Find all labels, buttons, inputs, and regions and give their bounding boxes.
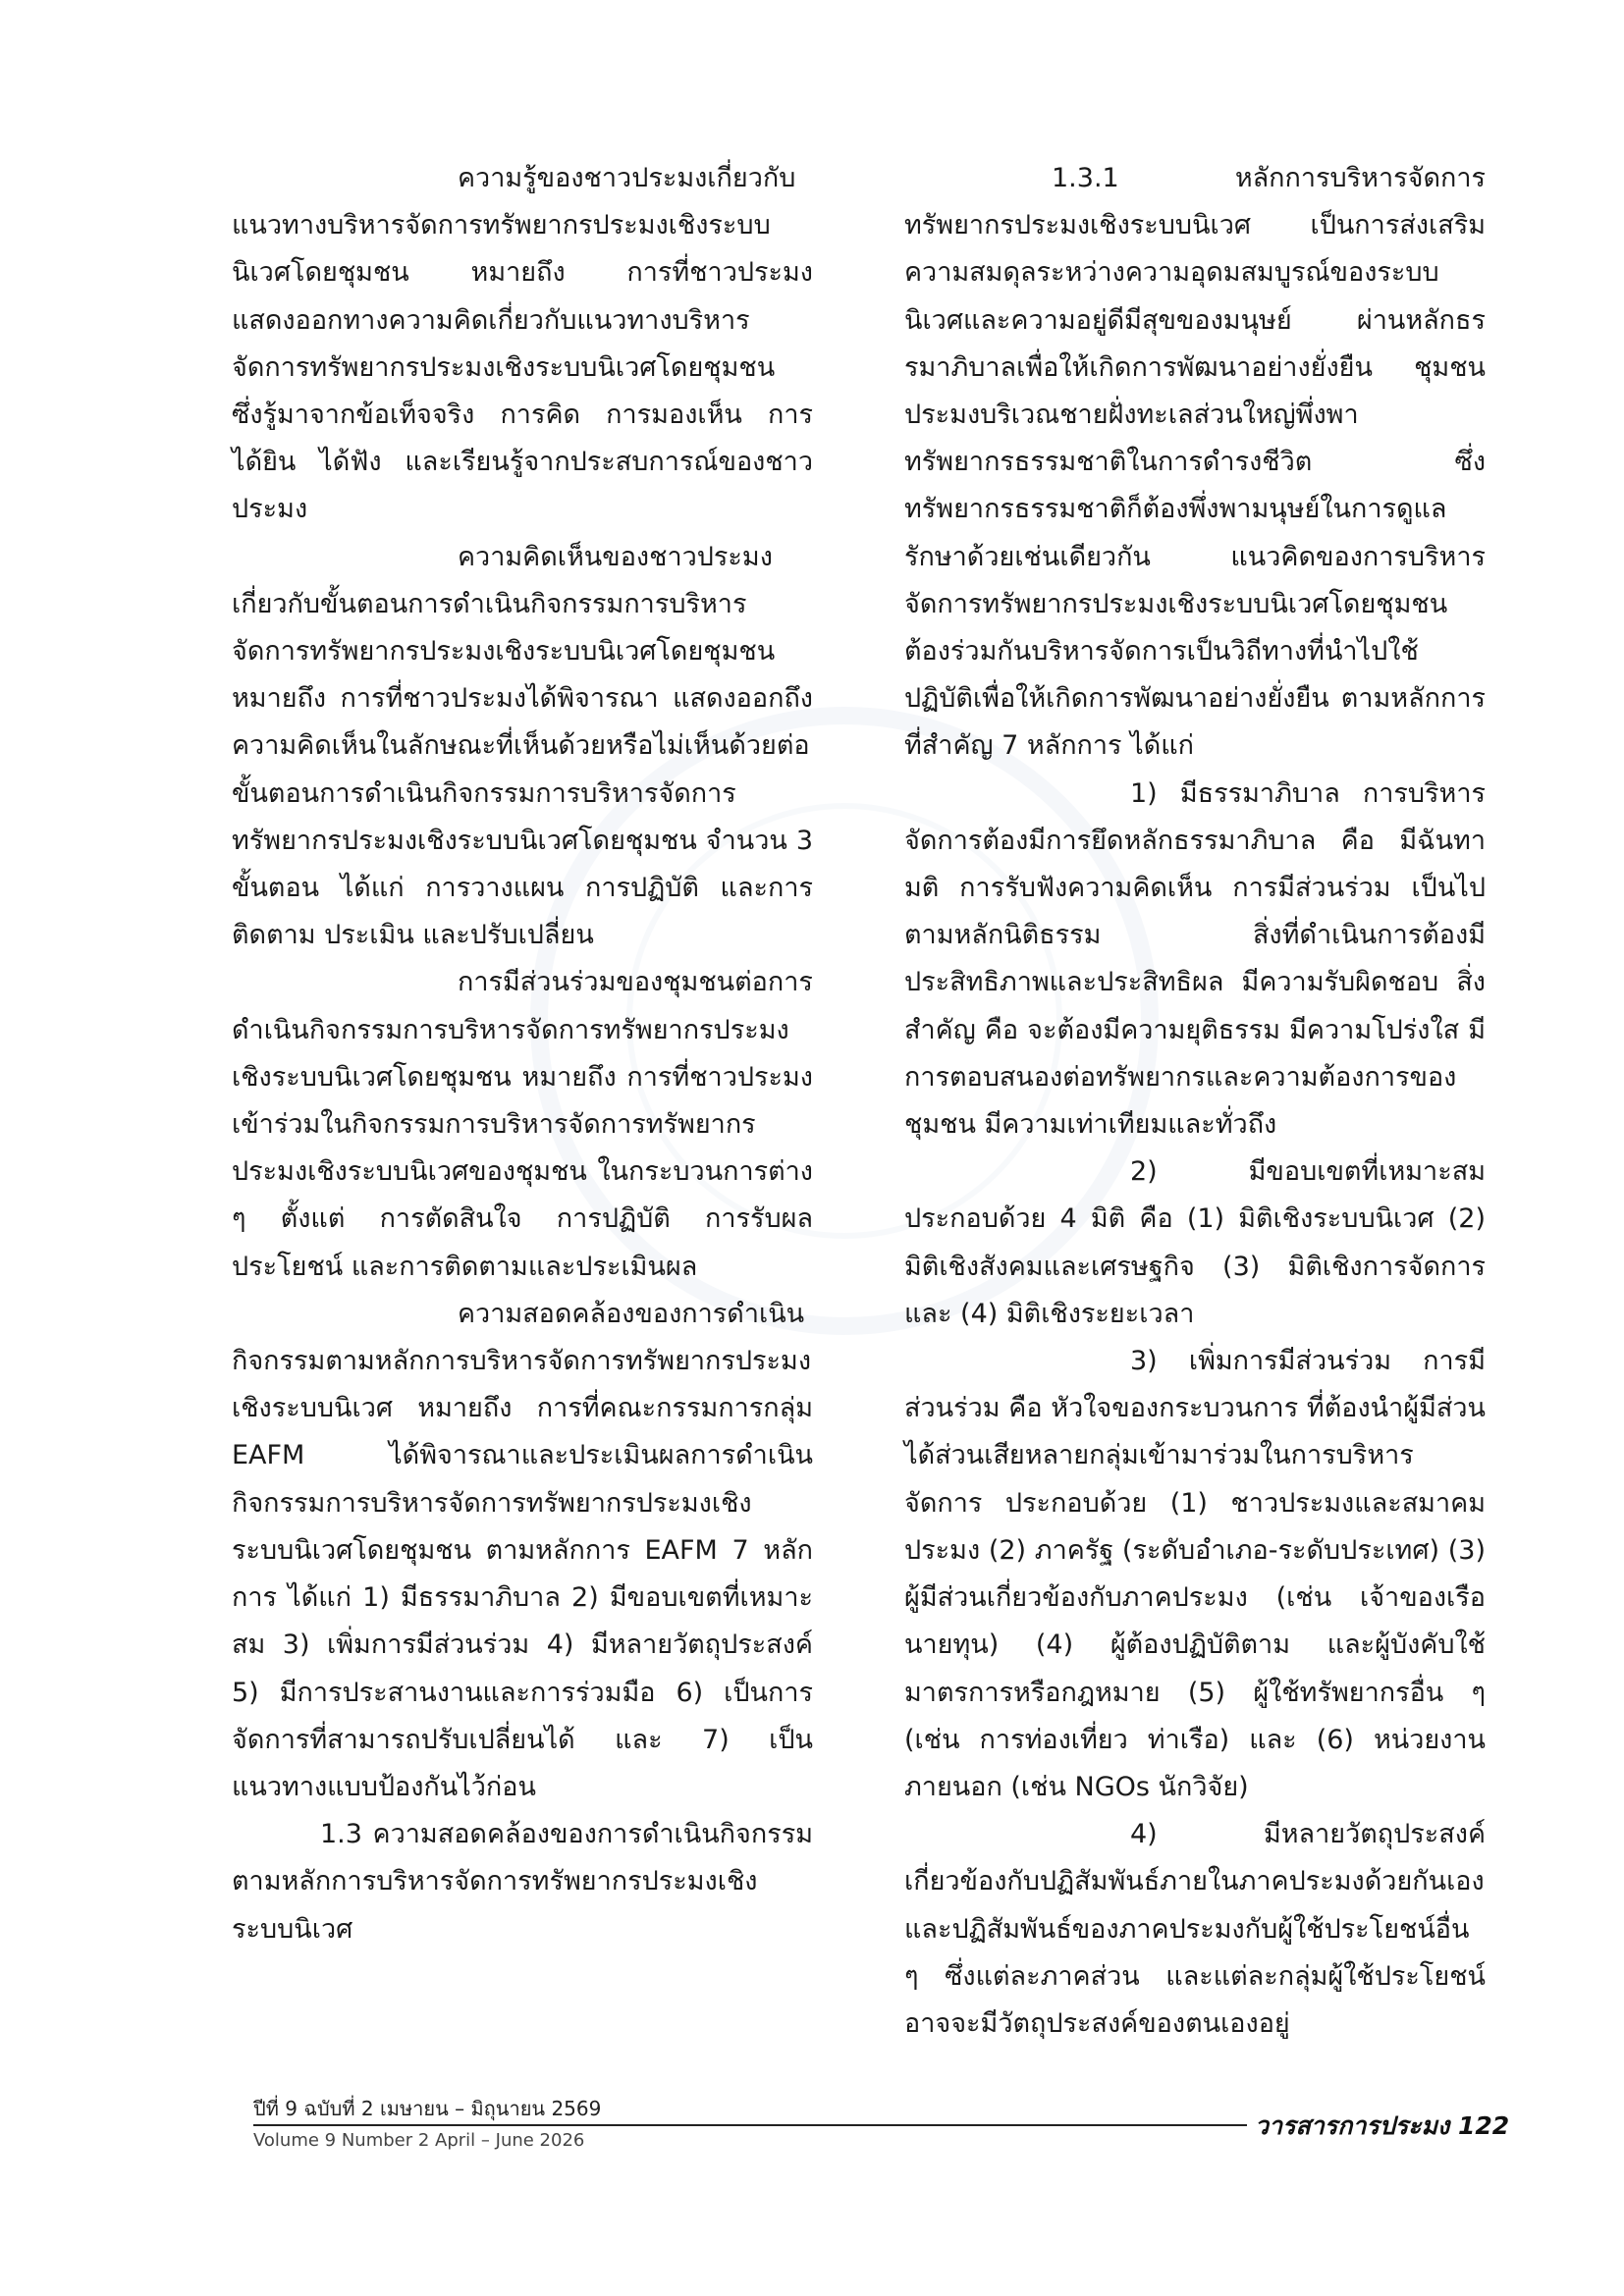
section-1-3-1-paragraph: 1.3.1 หลักการบริหารจัดการทรัพยากรประมงเชิงระบบนิเวศ เป็นการส่งเสริมความสมดุลระหว่างความอุดมสมบูรณ์ของระบบนิเวศและความอยู่ดีมีสุขของมนุษย์ ผ่านหลักธรรมาภิบาลเพื่อให้เกิดการพัฒนาอย่างยั่งยืน ชุมชนประมงบริเวณชายฝั่งทะเลส่วนใหญ่พึ่งพาทรัพยากรธรรมชาติในการดำรงชีวิต ซึ่งทรัพยากรธรรมชาติก็ต้องพึ่งพามนุษย์ในการดูแลรักษาด้วยเช่นเดียวกัน แนวคิดของการบริหารจัดการทรัพยากรประมงเชิงระบบนิเวศโดยชุมชน ต้องร่วมกันบริหารจัดการเป็นวิถีทางที่นำไปใช้ปฏิบัติเพื่อให้เกิดการพัฒนาอย่างยั่งยืน ตามหลักการที่สำคัญ 7 หลักการ ได้แก่ [904,163,1486,762]
left-column [232,155,813,1953]
definition-knowledge: ความรู้ของชาวประมงเกี่ยวกับแนวทางบริหารจัดการทรัพยากรประมงเชิงระบบนิเวศโดยชุมชน หมายถึง การที่ชาวประมงแสดงออกทางความคิดเกี่ยวกับแนวทางบริหารจัดการทรัพยากรประมงเชิงระบบนิเวศโดยชุมชน ซึ่งรู้มาจากข้อเท็จจริง การคิด การมองเห็น การได้ยิน ได้ฟัง และเรียนรู้จากประสบการณ์ของชาวประมง [232,163,813,525]
principle-1-governance: 1) มีธรรมาภิบาล การบริหารจัดการต้องมีการยึดหลักธรรมาภิบาล คือ มีฉันทามติ การรับฟังความคิดเห็น การมีส่วนร่วม เป็นไปตามหลักนิติธรรม สิ่งที่ดำเนินการต้องมีประสิทธิภาพและประสิทธิผล มีความรับผิดชอบ สิ่งสำคัญ คือ จะต้องมีความยุติธรรม มีความโปร่งใส มีการตอบสนองต่อทรัพยากรและความต้องการของชุมชน มีความเท่าเทียมและทั่วถึง [904,777,1486,1141]
issue-info-english: Volume 9 Number 2 April – June 2026 [253,2130,585,2151]
definition-opinion: ความคิดเห็นของชาวประมงเกี่ยวกับขั้นตอนการดำเนินกิจกรรมการบริหารจัดการทรัพยากรประมงเชิงระบบนิเวศโดยชุมชน หมายถึง การที่ชาวประมงได้พิจารณา แสดงออกถึงความคิดเห็นในลักษณะที่เห็นด้วยหรือไม่เห็นด้วยต่อขั้นตอนการดำเนินกิจกรรมการบริหารจัดการทรัพยากรประมงเชิงระบบนิเวศโดยชุมชน จำนวน 3 ขั้นตอน ได้แก่ การวางแผน การปฏิบัติ และการติดตาม ประเมิน และปรับเปลี่ยน [232,541,813,951]
principle-4-objectives: 4) มีหลายวัตถุประสงค์ เกี่ยวข้องกับปฏิสัมพันธ์ภายในภาคประมงด้วยกันเอง และปฏิสัมพันธ์ของภาคประมงกับผู้ใช้ประโยชน์อื่น ๆ ซึ่งแต่ละภาคส่วน และแต่ละกลุ่มผู้ใช้ประโยชน์อาจจะมีวัตถุประสงค์ของตนเองอยู่ [904,1819,1486,2039]
principle-2-scope: 2) มีขอบเขตที่เหมาะสม ประกอบด้วย 4 มิติ คือ (1) มิติเชิงระบบนิเวศ (2) มิติเชิงสังคมและเศรษฐกิจ (3) มิติเชิงการจัดการ และ (4) มิติเชิงระยะเวลา [904,1156,1486,1329]
principle-3-participation: 3) เพิ่มการมีส่วนร่วม การมีส่วนร่วม คือ หัวใจของกระบวนการ ที่ต้องนำผู้มีส่วนได้ส่วนเสียหลายกลุ่มเข้ามาร่วมในการบริหารจัดการ ประกอบด้วย (1) ชาวประมงและสมาคมประมง (2) ภาครัฐ (ระดับอำเภอ-ระดับประเทศ) (3) ผู้มีส่วนเกี่ยวข้องกับภาคประมง (เช่น เจ้าของเรือ นายทุน) (4) ผู้ต้องปฏิบัติตาม และผู้บังคับใช้มาตรการหรือกฎหมาย (5) ผู้ใช้ทรัพยากรอื่น ๆ (เช่น การท่องเที่ยว ท่าเรือ) และ (6) หน่วยงานภายนอก (เช่น NGOs นักวิจัย) [904,1346,1486,1802]
definition-participation: การมีส่วนร่วมของชุมชนต่อการดำเนินกิจกรรมการบริหารจัดการทรัพยากรประมงเชิงระบบนิเวศโดยชุมชน หมายถึง การที่ชาวประมงเข้าร่วมในกิจกรรมการบริหารจัดการทรัพยากรประมงเชิงระบบนิเวศของชุมชน ในกระบวนการต่าง ๆ ตั้งแต่ การตัดสินใจ การปฏิบัติ การรับผลประโยชน์ และการติดตามและประเมินผล [232,967,813,1282]
right-column [904,155,1486,2048]
journal-name-page-number: วารสารการประมง 122 [1255,2111,1510,2140]
footer-rule [253,2124,1247,2126]
issue-info-thai: ปีที่ 9 ฉบับที่ 2 เมษายน – มิถุนายน 2569 [253,2097,602,2120]
definition-consistency: ความสอดคล้องของการดำเนินกิจกรรมตามหลักการบริหารจัดการทรัพยากรประมงเชิงระบบนิเวศ หมายถึง การที่คณะกรรมการกลุ่ม EAFM ได้พิจารณาและประเมินผลการดำเนินกิจกรรมการบริหารจัดการทรัพยากรประมงเชิงระบบนิเวศโดยชุมชน ตามหลักการ EAFM 7 หลักการ ได้แก่ 1) มีธรรมาภิบาล 2) มีขอบเขตที่เหมาะสม 3) เพิ่มการมีส่วนร่วม 4) มีหลายวัตถุประสงค์ 5) มีการประสานงานและการร่วมมือ 6) เป็นการจัดการที่สามารถปรับเปลี่ยนได้ และ 7) เป็นแนวทางแบบป้องกันไว้ก่อน [232,1298,813,1802]
section-heading-1-3: 1.3 ความสอดคล้องของการดำเนินกิจกรรมตามหลักการบริหารจัดการทรัพยากรประมงเชิงระบบนิเวศ [232,1819,813,1945]
